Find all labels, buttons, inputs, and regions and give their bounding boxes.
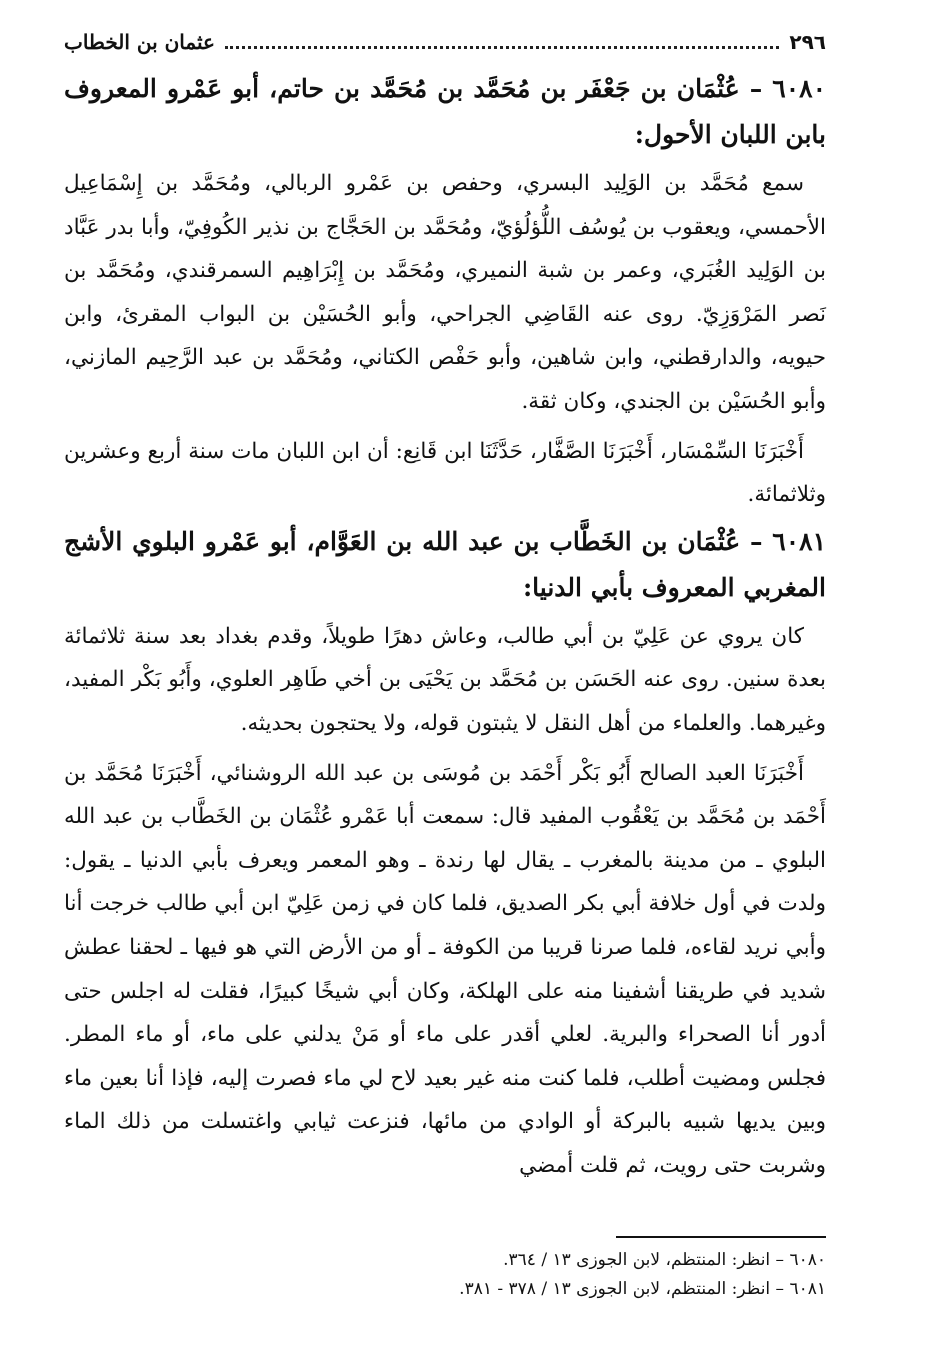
page-number: ٢٩٦ xyxy=(789,30,826,54)
header-dot-leader xyxy=(225,46,779,49)
page-body xyxy=(64,30,826,1187)
running-title: عثمان بن الخطاب xyxy=(64,30,215,54)
footnote: ٦٠٨١ – انظر: المنتظم، لابن الجوزى ١٣ / ٣٧٨ - ٣٨١. xyxy=(459,1279,826,1299)
footnote: ٦٠٨٠ – انظر: المنتظم، لابن الجوزى ١٣ / ٣٦٤. xyxy=(503,1250,826,1270)
entry-paragraph: كان يروي عن عَلِيّ بن أبي طالب، وعاش دهرًا طويلاً، وقدم بغداد بعد سنة ثلاثمائة بعدة سنين. روى عنه الحَسَن بن مُحَمَّد بن يَحْيَى بن أخي طَاهِر العلوي، وأَبُو بَكْر المفيد، وغيرهما. والعلماء من أهل النقل لا يثبتون قوله، ولا يحتجون بحديثه. xyxy=(64,623,826,736)
running-header xyxy=(64,30,826,64)
entry-heading: ٦٠٨١ – عُثْمَان بن الخَطَّاب بن عبد الله بن العَوَّام، أبو عَمْرو البلوي الأشج المغربي المعروف بأبي الدنيا: xyxy=(64,526,826,602)
entry xyxy=(64,66,826,517)
entry xyxy=(64,519,826,1188)
entry-paragraph: سمع مُحَمَّد بن الوَلِيد البسري، وحفص بن عَمْرو الربالي، ومُحَمَّد بن إِسْمَاعِيل الأحمسي، ويعقوب بن يُوسُف اللُّؤلُؤيّ، ومُحَمَّد بن الحَجَّاج بن نذير الكُوفِيّ، وأبا بدر عَبَّاد بن الوَلِيد الغُبَري، وعمر بن شبة النميري، ومُحَمَّد بن إِبْرَاهِيم السمرقندي، ومُحَمَّد بن نَصر المَرْوَزِيّ. روى عنه القَاضِي الجراحي، وأبو الحُسَيْن بن البواب المقرئ، وابن حيويه، والدارقطني، وابن شاهين، وأبو حَفْص الكتاني، ومُحَمَّد بن عبد الرَّحِيم المازني، وأبو الحُسَيْن بن الجندي، وكان ثقة. xyxy=(64,171,826,414)
footnotes xyxy=(64,1236,826,1304)
entry-heading: ٦٠٨٠ – عُثْمَان بن جَعْفَر بن مُحَمَّد بن مُحَمَّد بن حاتم، أبو عَمْرو المعروف بابن اللبان الأحول: xyxy=(64,74,826,149)
entry-paragraph: أَخْبَرَنَا العبد الصالح أَبُو بَكْر أَحْمَد بن مُوسَى بن عبد الله الروشنائي، أَخْبَرَنَا مُحَمَّد بن أَحْمَد بن مُحَمَّد بن يَعْقُوب المفيد قال: سمعت أبا عَمْرو عُثْمَان بن الخَطَّاب بن عبد الله البلوي ـ من مدينة بالمغرب ـ يقال لها رندة ـ وهو المعمر ويعرف بأبي الدنيا ـ يقول: ولدت في أول خلافة أبي بكر الصديق، فلما كان في زمن عَلِيّ ابن أبي طالب خرجت أنا وأبي نريد لقاءه، فلما صرنا قريبا من الكوفة ـ أو من الأرض التي هو فيها ـ لحقنا عطش شديد في طريقنا أشفينا منه على الهلكة، وكان أبي شيخًا كبيرًا، فقلت له اجلس حتى أدور أنا الصحراء والبرية. لعلي أقدر على ماء أو مَنْ يدلني على ماء، أو ماء المطر. فجلس ومضيت أطلب، فلما كنت منه غير بعيد لاح لي ماء فصرت إليه، فإذا أنا بعين ماء وبين يديها شبيه بالبركة أو الوادي من مائها، فنزعت ثيابي واغتسلت من ذلك الماء وشربت حتى رويت، ثم قلت أمضي xyxy=(64,760,827,1178)
entry-paragraph: أَخْبَرَنَا السِّمْسَار، أَخْبَرَنَا الصَّفَّار، حَدَّثَنَا ابن قَانِع: أن ابن اللبان مات سنة أربع وعشرين وثلاثمائة. xyxy=(64,438,826,508)
footnote-rule xyxy=(616,1236,826,1238)
